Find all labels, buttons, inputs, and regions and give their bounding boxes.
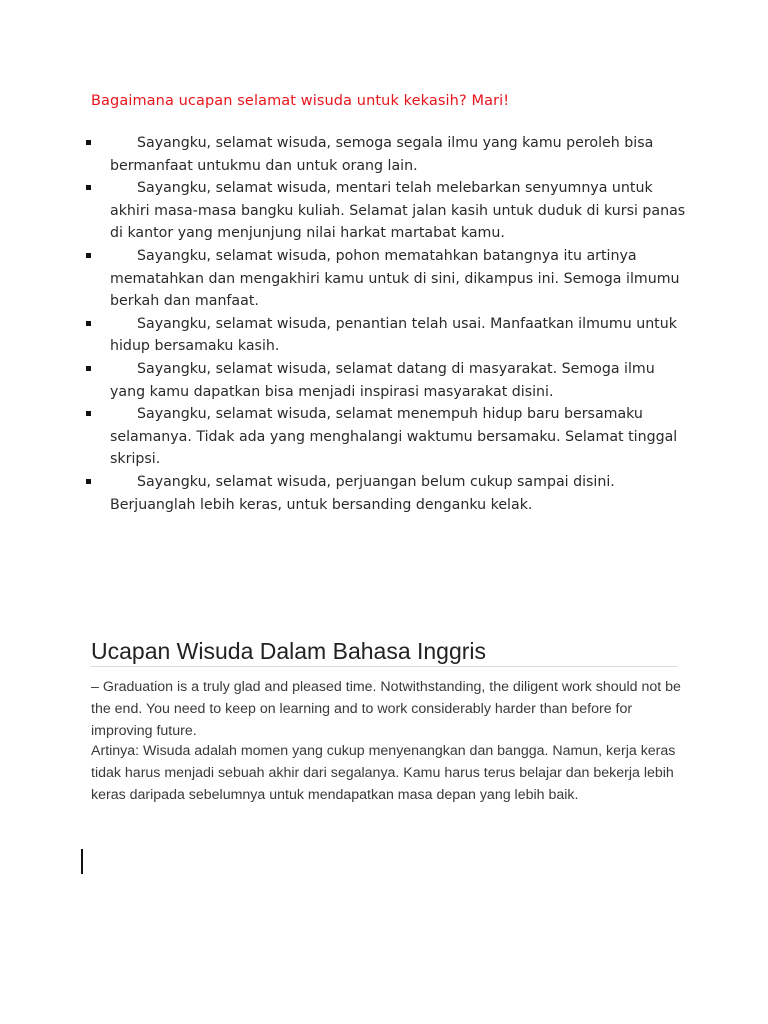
square-bullet-icon	[86, 185, 91, 190]
text-cursor[interactable]	[81, 849, 83, 874]
english-paragraph: – Graduation is a truly glad and pleased time. Notwithstanding, the diligent work should not be the end. You need to keep on learning and to work considerably harder than before for improving future.	[91, 679, 681, 739]
list-item-text: Sayangku, selamat wisuda, penantian telah usai. Manfaatkan ilmumu untuk hidup bersamaku kasih.	[110, 315, 677, 355]
list-item	[86, 132, 686, 177]
list-item	[86, 403, 686, 471]
section-title: Ucapan Wisuda Dalam Bahasa Inggris	[91, 638, 487, 664]
square-bullet-icon	[86, 253, 91, 258]
list-item-text: Sayangku, selamat wisuda, selamat menempuh hidup baru bersamaku selamanya. Tidak ada yang menghalangi waktumu bersamaku. Selamat tinggal skripsi.	[110, 406, 678, 468]
translation-paragraph: Artinya: Wisuda adalah momen yang cukup menyenangkan dan bangga. Namun, kerja keras tidak harus menjadi sebuah akhir dari segalanya. Kamu harus terus belajar dan bekerja lebih keras daripada sebelumnya untuk mendapatkan masa depan yang lebih baik.	[91, 743, 676, 803]
section-divider	[91, 666, 677, 667]
list-item	[86, 245, 686, 313]
list-item-text: Sayangku, selamat wisuda, semoga segala ilmu yang kamu peroleh bisa bermanfaat untukmu dan untuk orang lain.	[110, 135, 654, 174]
square-bullet-icon	[86, 321, 91, 326]
list-item-text: Sayangku, selamat wisuda, mentari telah melebarkan senyumnya untuk akhiri masa-masa bangku kuliah. Selamat jalan kasih untuk duduk di kursi panas di kantor yang menjunjung nilai harkat martabat kamu.	[110, 180, 686, 242]
square-bullet-icon	[86, 140, 91, 145]
list-item	[86, 177, 686, 245]
red-heading: Bagaimana ucapan selamat wisuda untuk kekasih? Mari!	[91, 93, 510, 109]
list-item-text: Sayangku, selamat wisuda, pohon mematahkan batangnya itu artinya mematahkan dan mengakhiri kamu untuk di sini, dikampus ini. Semoga ilmumu berkah dan manfaat.	[110, 247, 680, 310]
list-item	[86, 358, 686, 403]
list-item	[86, 313, 686, 358]
list-item-text: Sayangku, selamat wisuda, selamat datang di masyarakat. Semoga ilmu yang kamu dapatkan bisa menjadi inspirasi masyarakat disini.	[110, 360, 655, 400]
list-item-text: Sayangku, selamat wisuda, perjuangan belum cukup sampai disini. Berjuanglah lebih keras, untuk bersanding denganku kelak.	[110, 473, 615, 513]
square-bullet-icon	[86, 479, 91, 484]
bullet-list	[86, 132, 686, 516]
square-bullet-icon	[86, 411, 91, 416]
square-bullet-icon	[86, 366, 91, 371]
list-item	[86, 471, 686, 516]
